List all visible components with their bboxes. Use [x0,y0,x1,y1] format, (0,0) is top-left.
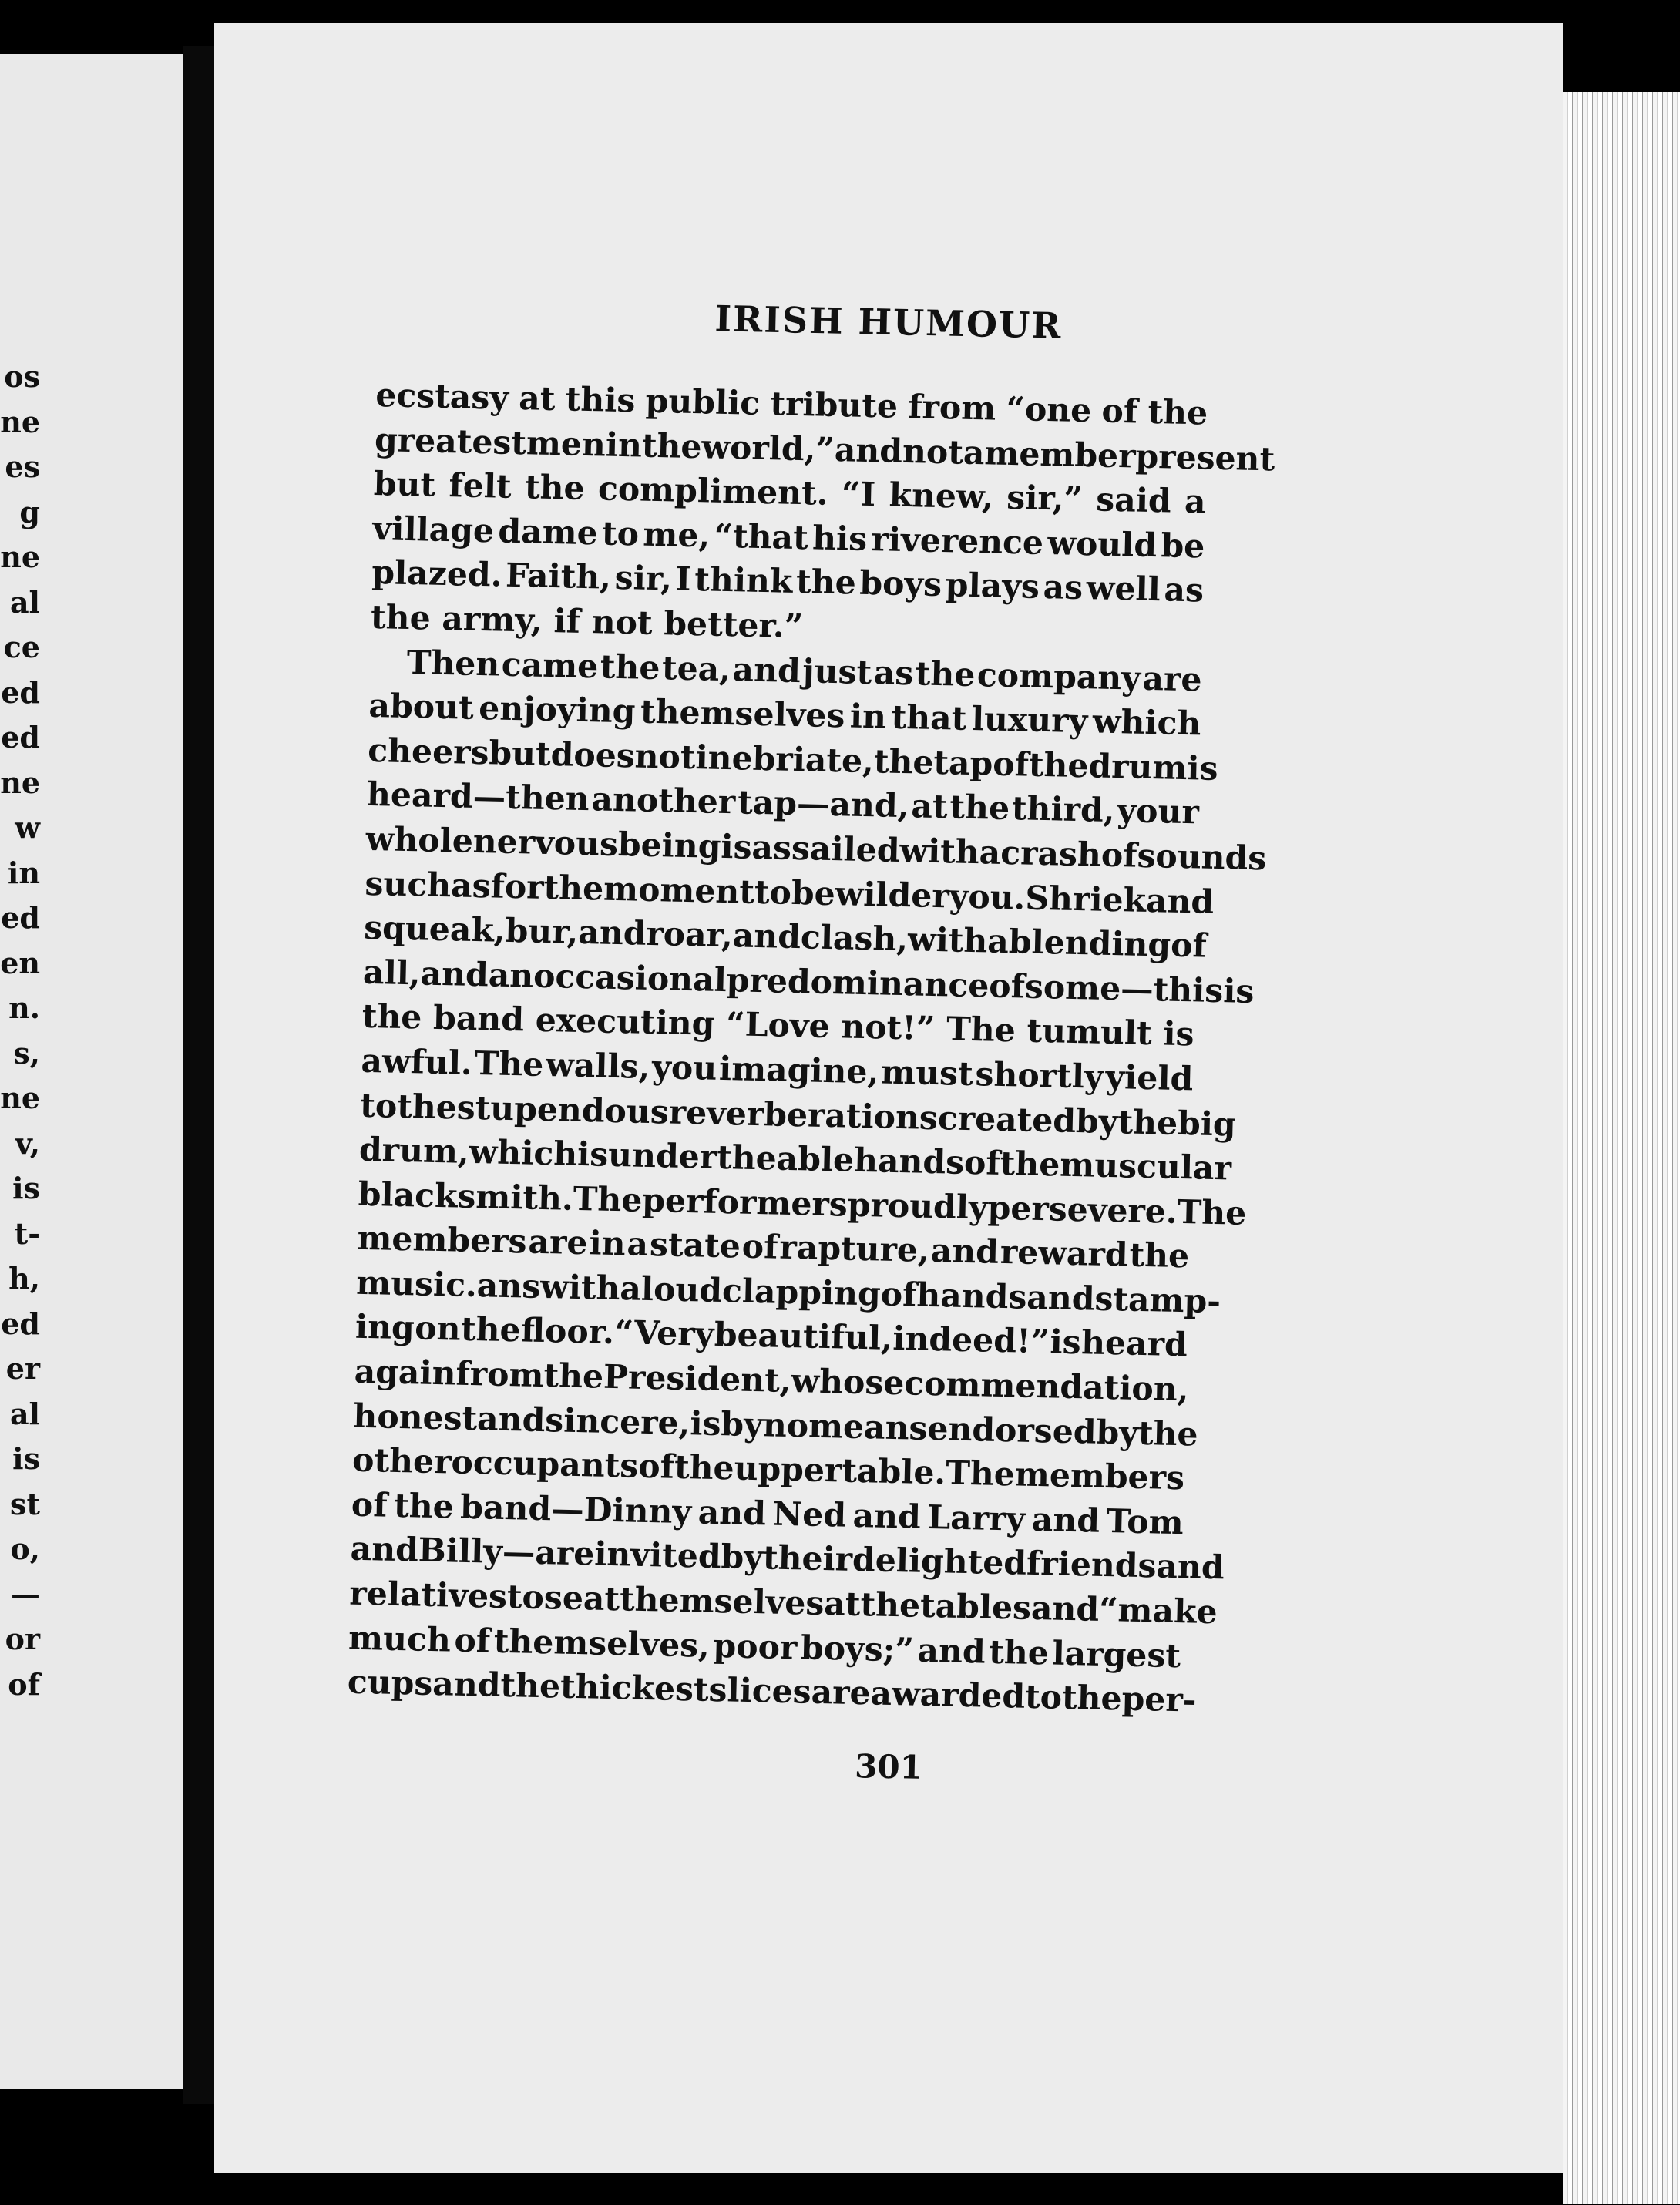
word: came [501,645,599,686]
word: cups [347,1662,433,1704]
word: tumult [1026,1011,1153,1054]
word: to [1024,1678,1063,1718]
word: being [617,825,722,866]
word: company [976,655,1141,698]
word: the [641,426,703,466]
word: hands [853,1141,965,1182]
word: crash [1000,833,1102,875]
word: as [1043,568,1084,608]
word: The [946,1010,1016,1050]
word: as [873,653,914,693]
word: Ned [771,1494,847,1535]
word: upper [734,1449,842,1491]
word: executing [535,1001,715,1044]
previous-page-fragment: is [12,1171,40,1205]
previous-page-fragment: n. [8,990,40,1025]
word: tap [932,743,993,784]
word: themselves, [493,1622,711,1666]
word: of [880,1275,917,1315]
word: dame [497,512,599,553]
word: boys;” [800,1629,915,1670]
previous-page-fragment: ed [1,1306,40,1341]
word: nervous [472,822,619,864]
word: under [607,1135,717,1177]
word: and [432,1665,502,1706]
word: a [619,1269,642,1309]
word: bur, [505,911,579,953]
word: such [365,864,452,905]
word: the [460,1310,522,1350]
word: shortly [975,1055,1104,1097]
word: a [979,833,1001,872]
word: would [1047,523,1158,565]
word: heard—then [366,775,590,819]
word: of [453,1621,491,1661]
word: is [1162,1014,1195,1054]
word: for [490,866,545,907]
word: thickest [559,1667,710,1710]
previous-page [0,54,183,2089]
word: as [1163,570,1205,610]
previous-page-fragment: al [9,584,40,620]
word: table. [841,1451,946,1493]
word: “Love [725,1005,831,1047]
word: the [1028,745,1090,786]
word: rapture, [778,1228,930,1271]
previous-page-fragment: ne [0,404,40,439]
word: “make [1098,1590,1218,1632]
word: blacksmith. [358,1175,574,1218]
word: and [852,1496,922,1537]
word: are [1142,659,1203,700]
word: is [576,1135,609,1175]
word: ing [354,1308,415,1348]
previous-page-fragment: g [19,494,40,529]
word: President, [603,1357,792,1401]
word: of [351,1485,388,1525]
word: to [359,1086,398,1126]
word: I [675,560,692,600]
word: as [450,866,492,906]
word: riverence [870,519,1044,563]
previous-page-fragment: es [5,449,40,484]
word: the [543,868,604,909]
word: and [834,430,903,471]
word: to [506,1578,545,1618]
word: is [689,1403,722,1444]
page-number: 301 [854,1747,923,1787]
word: plazed. [371,553,502,595]
word: at [518,379,556,419]
word: present [1134,437,1275,479]
word: some—this [1024,967,1224,1010]
word: and [732,916,801,957]
word: the [1000,1145,1060,1185]
word: able [776,1139,855,1180]
word: inebriate, [695,738,875,781]
word: of [1170,926,1208,966]
word: the [795,563,857,603]
word: you [651,1047,717,1088]
word: no [762,1405,809,1446]
word: greatest [374,420,527,462]
word: to [754,872,792,913]
word: and [420,954,489,995]
word: the [1061,1679,1123,1719]
word: at [823,1585,862,1625]
word: bewilder [791,873,950,916]
word: and [1155,1547,1225,1588]
word: The [945,1454,1016,1494]
word: from [455,1354,545,1396]
previous-page-fragment: — [11,1576,40,1612]
previous-page-fragment: ed [1,900,40,935]
word: endorsed [926,1409,1097,1452]
running-header: IRISH HUMOUR [714,297,1063,347]
word: the [949,788,1010,829]
word: poor [713,1626,798,1667]
word: in [588,1224,627,1264]
word: the [716,1138,778,1178]
word: the [393,1486,455,1527]
word: does [550,734,636,776]
word: of [1101,392,1138,432]
word: and [697,1493,767,1534]
word: a [1184,482,1207,522]
word: from [907,388,996,429]
word: much [348,1618,452,1660]
word: but [373,465,436,505]
previous-page-fragment: of [8,1666,40,1702]
word: of [992,745,1030,785]
word: world,” [701,427,835,469]
word: by [1075,1101,1119,1141]
previous-page-fragment: s, [13,1035,40,1071]
previous-page-fragment: ne [0,765,40,800]
word: members [356,1219,528,1262]
word: this [565,380,636,421]
word: is [1186,748,1219,788]
word: the [674,1448,735,1488]
word: tea, [661,648,731,689]
previous-page-fragment: ne [0,1081,40,1115]
word: are [527,1222,589,1263]
word: walls, [545,1045,650,1087]
word: must [880,1053,974,1094]
word: ecstasy [375,375,509,418]
page-edges [1563,92,1680,2204]
word: “Very [613,1313,714,1355]
word: men [526,423,606,465]
word: in [849,697,887,737]
word: roar, [645,914,734,956]
word: which [1092,702,1201,744]
word: tap—and, [737,783,909,826]
word: imagine, [718,1049,879,1092]
word: not [902,432,964,472]
word: state [649,1225,741,1266]
word: is [1050,1323,1082,1363]
word: sir, [614,559,673,599]
word: another [590,780,736,822]
word: and [916,1631,986,1672]
word: with [907,920,988,961]
book-page [214,23,1563,2173]
word: felt [448,466,512,507]
previous-page-fragment: st [10,1486,40,1521]
text-line-content: the army, if not better.” [370,597,804,647]
word: well [1086,569,1161,610]
previous-page-fragment: o, [10,1531,40,1566]
word: the [396,1087,458,1128]
word: members [1014,1455,1185,1498]
word: Tom [1106,1501,1184,1543]
word: and [1026,1278,1096,1319]
word: muscular [1059,1145,1232,1188]
word: plays [945,566,1040,607]
word: big [1177,1104,1237,1145]
word: is [720,827,753,867]
word: themselves [619,1580,825,1624]
word: again [354,1352,457,1393]
word: themselves [640,692,845,736]
previous-page-fragment: t- [14,1215,40,1251]
word: and [1145,881,1215,922]
word: cheers [367,731,490,773]
word: slices [708,1671,812,1712]
word: member [983,433,1137,476]
word: by [1095,1413,1139,1453]
word: an [488,956,534,996]
previous-page-fragment: ce [3,630,40,664]
word: with [899,831,980,872]
word: and [350,1530,419,1570]
word: proudly [847,1185,989,1228]
word: per- [1121,1679,1197,1720]
previous-page-fragment: en [0,945,40,980]
word: the [915,654,976,694]
word: to [601,514,640,554]
word: yield [1104,1057,1194,1099]
word: created [937,1098,1077,1141]
word: by [721,1538,764,1578]
word: friends [1026,1545,1157,1586]
previous-page-fragment: in [7,855,40,890]
word: ans [476,1266,541,1306]
previous-page-fragment: ed [1,674,40,710]
word: a [626,1225,649,1265]
word: said [1095,480,1172,521]
word: heard [1080,1323,1188,1365]
previous-page-fragment: is [12,1441,40,1476]
word: luxury [971,700,1088,741]
word: and [930,1232,1000,1272]
word: not!” [840,1007,936,1049]
word: means [808,1407,929,1448]
word: your [1116,792,1200,832]
word: Faith, [505,556,612,598]
word: of [741,1227,778,1267]
word: The [1177,1192,1247,1233]
word: about [368,687,475,728]
word: think [694,560,793,602]
word: by [720,1404,764,1444]
word: the [1147,392,1208,433]
word: Then [406,643,500,684]
word: awarded [870,1674,1026,1716]
word: which [469,1132,578,1175]
word: clapping [721,1271,882,1314]
word: indeed!” [892,1319,1050,1362]
word: Shriek [1024,879,1147,920]
word: clash, [800,918,909,960]
word: sounds [1136,836,1267,879]
word: delighted [852,1541,1027,1584]
word: their [762,1538,853,1580]
word: beautiful, [714,1316,893,1359]
previous-page-fragment: er [5,1351,40,1386]
word: third, [1011,789,1116,831]
word: squeak, [363,908,506,950]
word: band [432,999,525,1040]
word: at [910,787,949,827]
word: invited [593,1534,722,1577]
word: in [605,425,643,466]
word: that [891,697,967,738]
word: occupants [451,1443,639,1487]
word: reward [1000,1233,1129,1275]
word: of [1100,835,1138,876]
word: largest [1052,1634,1181,1676]
word: public [645,382,761,423]
word: music. [355,1263,478,1306]
word: the [600,647,660,687]
word: floor. [520,1311,615,1353]
word: hands [916,1276,1027,1317]
word: and [1031,1500,1100,1541]
word: predominance [726,960,990,1006]
word: and [732,650,801,691]
word: stamp- [1094,1279,1221,1322]
word: loud [640,1269,723,1310]
word: enjoying [478,689,636,731]
previous-page-text-fragments [0,355,40,1707]
word: moment [603,869,755,912]
word: sir,” [1006,479,1084,519]
word: not [634,737,697,777]
word: village [372,509,495,551]
word: the [524,468,586,509]
word: the [1117,1102,1178,1143]
previous-page-fragment: ed [1,720,40,755]
word: and [1030,1588,1100,1629]
word: seat [543,1578,620,1619]
body-text [347,374,1275,1723]
previous-page-fragment: h, [8,1261,40,1296]
word: band—Dinny [459,1487,692,1532]
word: just [801,651,872,692]
word: awful. [360,1041,473,1083]
word: relatives [348,1574,508,1617]
word: knew, [889,476,994,517]
word: drum [1087,747,1188,788]
word: compliment. [597,469,829,514]
word: his [811,519,868,559]
word: “that [714,516,809,558]
word: boys [858,564,942,605]
word: tables [919,1586,1032,1628]
word: persevere. [987,1188,1178,1232]
word: reverberations [668,1093,939,1138]
book-binding-gutter [183,46,214,2104]
word: and [476,1399,546,1440]
word: of [637,1447,675,1487]
word: The [474,1044,544,1084]
word: of [963,1143,1001,1183]
previous-page-fragment: w [15,810,40,845]
word: the [499,1666,561,1706]
word: but [488,734,552,774]
word: of [988,966,1026,1007]
previous-page-fragment: or [5,1622,40,1656]
word: me, [642,515,711,556]
word: the [361,997,422,1037]
word: occasional [533,956,727,1000]
word: whose [791,1362,905,1403]
word: on [414,1309,462,1350]
word: sincere, [544,1400,690,1443]
word: be [1160,526,1205,566]
word: other [351,1440,452,1482]
word: Billy—are [418,1531,595,1574]
word: “I [841,475,876,515]
previous-page-fragment: os [4,359,40,394]
previous-page-fragment: ne [0,539,40,574]
word: the [1137,1413,1199,1454]
word: whole [365,819,474,861]
word: honest [352,1397,478,1438]
word: the [988,1632,1050,1673]
word: and [577,913,647,953]
word: with [539,1267,620,1309]
word: commendation, [903,1364,1190,1410]
word: the [859,1585,921,1625]
word: “one [1006,389,1092,431]
previous-page-fragment: v, [15,1125,40,1161]
word: tribute [769,385,899,426]
word: assailed [751,828,901,870]
word: The [573,1179,643,1220]
word: performers [641,1181,848,1225]
word: the [873,741,934,782]
word: the [543,1356,604,1397]
word: all, [362,953,422,993]
word: a [986,922,1010,962]
word: the [1129,1235,1190,1276]
previous-page-fragment: al [9,1396,40,1431]
word: you. [949,876,1026,918]
word: Larry [926,1497,1026,1539]
word: drum, [358,1130,470,1171]
word: is [1222,971,1255,1011]
word: blending [1008,923,1171,965]
word: stupendous [456,1088,670,1132]
word: a [963,433,985,472]
word: are [811,1672,872,1713]
